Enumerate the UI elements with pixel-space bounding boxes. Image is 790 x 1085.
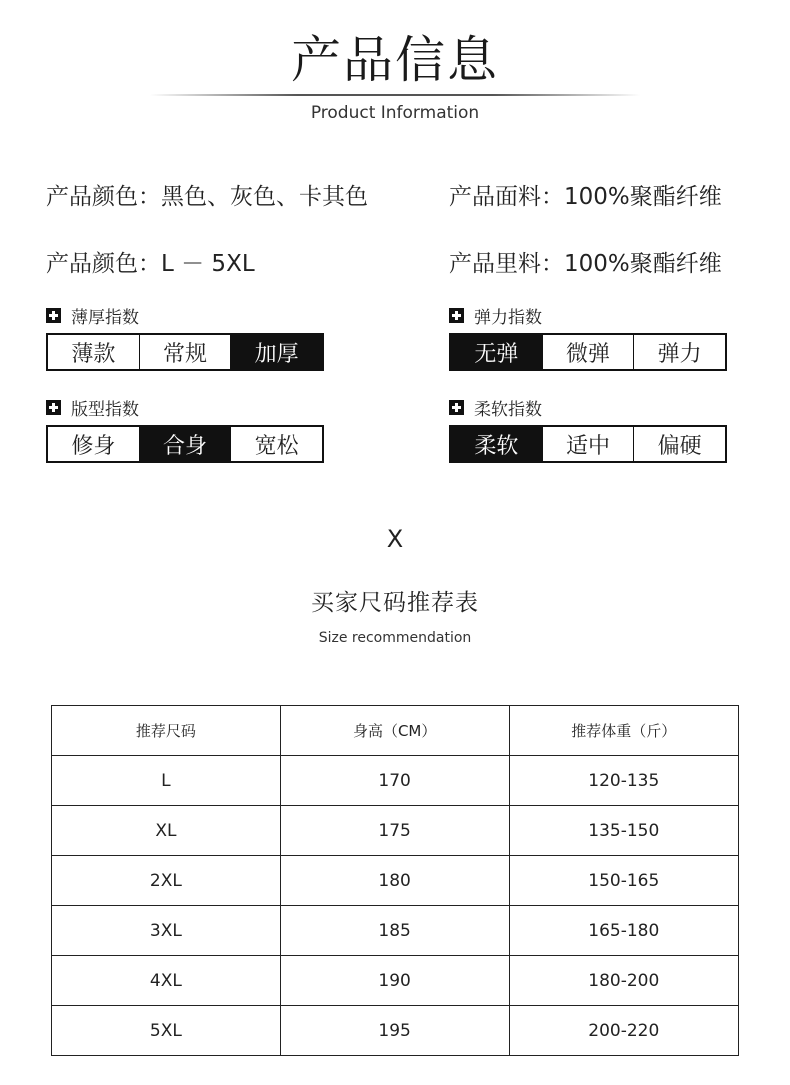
header-cell: 推荐尺码 <box>52 706 281 756</box>
softness-index-scale <box>449 425 727 463</box>
spec-color: 产品颜色：黑色、灰色、卡其色 <box>46 184 368 210</box>
height-cell: 185 <box>280 906 509 956</box>
size-cell: L <box>52 756 281 806</box>
thickness-option: 常规 <box>140 335 232 369</box>
size-section-title: 买家尺码推荐表 <box>311 590 479 616</box>
weight-cell: 165-180 <box>509 906 738 956</box>
thickness-index-label <box>46 303 139 328</box>
height-cell: 170 <box>280 756 509 806</box>
plus-square-icon <box>46 400 61 415</box>
table-row <box>52 856 739 906</box>
weight-cell: 200-220 <box>509 1006 738 1056</box>
size-cell: 4XL <box>52 956 281 1006</box>
weight-cell: 150-165 <box>509 856 738 906</box>
spec-size: 产品颜色：L － 5XL <box>46 251 255 277</box>
softness-option-selected: 柔软 <box>451 427 543 461</box>
size-table <box>51 705 739 1056</box>
fit-option: 修身 <box>48 427 140 461</box>
size-section-subtitle: Size recommendation <box>318 630 472 646</box>
weight-cell: 180-200 <box>509 956 738 1006</box>
fit-index-label <box>46 395 139 420</box>
plus-square-icon <box>46 308 61 323</box>
plus-square-icon <box>449 400 464 415</box>
table-row <box>52 956 739 1006</box>
fit-option-selected: 合身 <box>140 427 232 461</box>
fit-index-title: 版型指数 <box>71 400 139 420</box>
fit-index-scale <box>46 425 324 463</box>
spec-lining: 产品里料：100%聚酯纤维 <box>449 251 722 277</box>
table-row <box>52 906 739 956</box>
fit-option: 宽松 <box>254 433 299 459</box>
title-divider <box>150 94 640 96</box>
size-cell: 3XL <box>52 906 281 956</box>
thickness-index-scale <box>46 333 324 371</box>
page-title: 产品信息 <box>291 31 499 89</box>
size-cell: 5XL <box>52 1006 281 1056</box>
table-row <box>52 806 739 856</box>
height-cell: 190 <box>280 956 509 1006</box>
elasticity-option: 微弹 <box>543 335 635 369</box>
table-row <box>52 1006 739 1056</box>
softness-option: 偏硬 <box>657 433 702 459</box>
softness-index-title: 柔软指数 <box>474 400 542 420</box>
height-cell: 195 <box>280 1006 509 1056</box>
elasticity-index-scale <box>449 333 727 371</box>
elasticity-option-selected: 无弹 <box>451 335 543 369</box>
height-cell: 180 <box>280 856 509 906</box>
header-cell: 身高（CM） <box>280 706 509 756</box>
table-row <box>52 756 739 806</box>
header-cell: 推荐体重（斤） <box>509 706 738 756</box>
plus-square-icon <box>449 308 464 323</box>
weight-cell: 135-150 <box>509 806 738 856</box>
page-subtitle: Product Information <box>310 103 480 123</box>
height-cell: 175 <box>280 806 509 856</box>
softness-index-label <box>449 395 542 420</box>
softness-option: 适中 <box>543 427 635 461</box>
elasticity-index-label <box>449 303 542 328</box>
size-cell: 2XL <box>52 856 281 906</box>
thickness-option-selected: 加厚 <box>231 335 322 369</box>
elasticity-option: 弹力 <box>657 341 702 367</box>
elasticity-index-title: 弹力指数 <box>474 308 542 328</box>
thickness-option: 薄款 <box>48 335 140 369</box>
size-table-header <box>52 706 739 756</box>
weight-cell: 120-135 <box>509 756 738 806</box>
spec-fabric: 产品面料：100%聚酯纤维 <box>449 184 722 210</box>
thickness-index-title: 薄厚指数 <box>71 308 139 328</box>
size-cell: XL <box>52 806 281 856</box>
section-separator: X <box>386 525 404 553</box>
